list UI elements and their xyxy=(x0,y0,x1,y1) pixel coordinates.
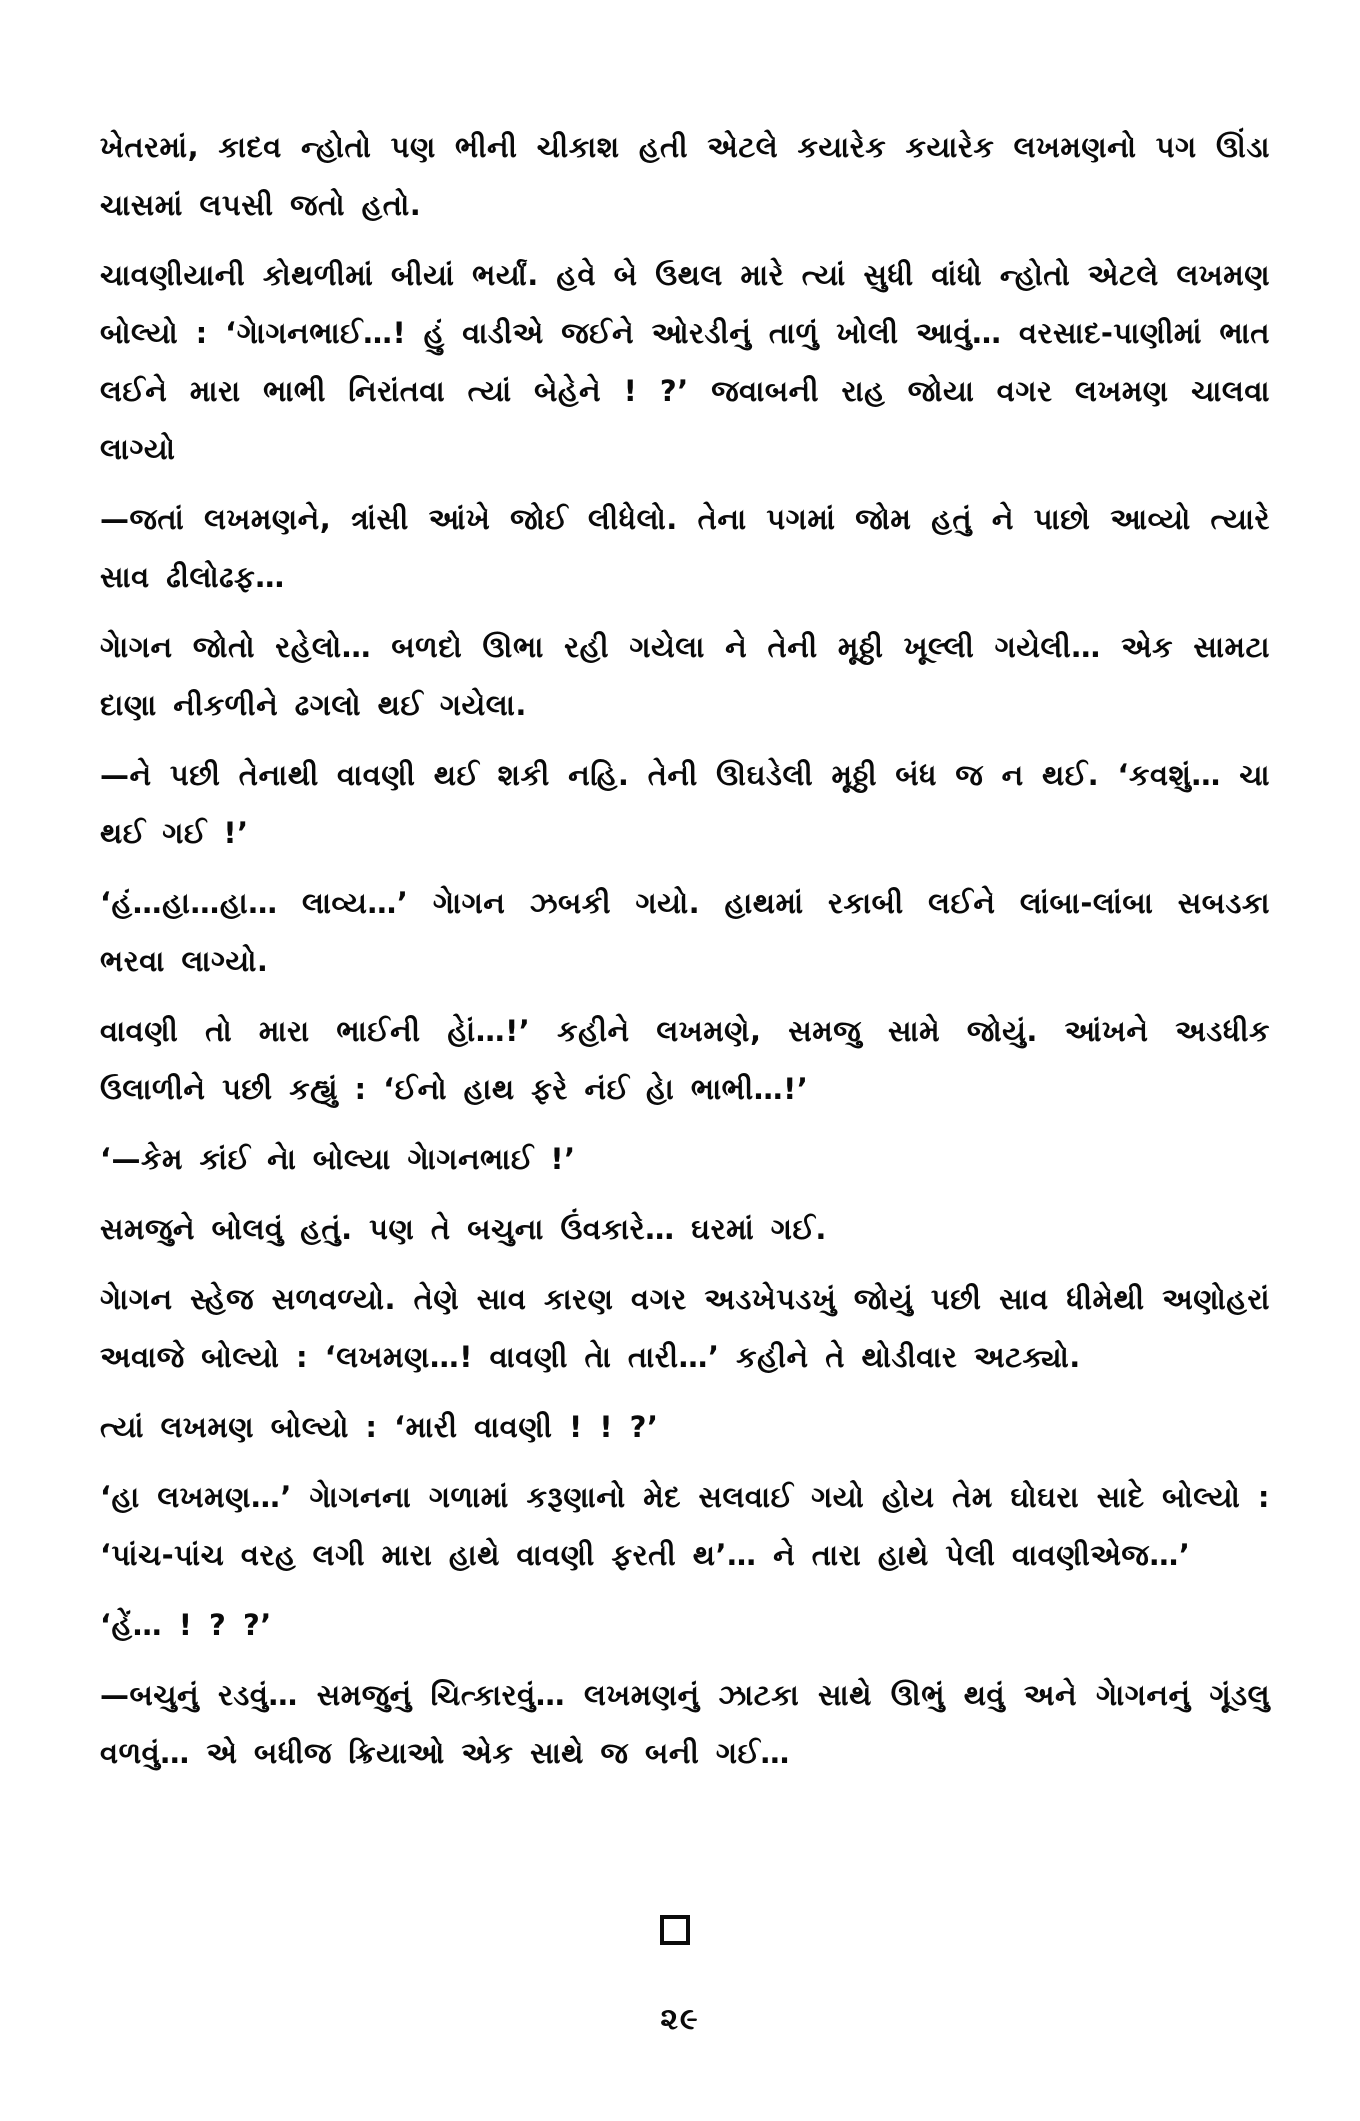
paragraph: ‘હં…હા…હા… લાવ્ય…’ ગેાગન ઝબકી ગયો. હાથમાં રકાબી લઈને લાંબા-લાંબા સબડકા ભરવા લાગ્યો. xyxy=(100,886,1270,978)
paragraph: ચાવણીયાની કોથળીમાં બીયાં ભર્યાં. હવે બે ઉથલ મારે ત્યાં સુધી વાંધો ન્હોતો એટલે લખમણ બોલ્યો : ‘ગેાગનભાઈ…! હું વાડીએ જઈને ઓરડીનું તાળું ખોલી આવું… વરસાદ-પાણીમાં ભાત લઈને મારા ભાભી નિરાંતવા ત્યાં બેહેને ! ?’ જવાબની રાહ જોયા વગર લખમણ ચાલવા લાગ્યો xyxy=(100,258,1270,466)
paragraph: —જતાં લખમણને, ત્રાંસી આંખે જોઈ લીધેલો. તેના પગમાં જોમ હતું ને પાછો આવ્યો ત્યારે સાવ ઢીલોઢફ… xyxy=(100,502,1270,594)
paragraph: —બચુનું રડવું… સમજુનું ચિત્કારવું… લખમણનું ઝાટકા સાથે ઊભું થવું અને ગેાગનનું ગૂંડલુ વળવું… એ બધીજ ક્રિયાઓ એક સાથે જ બની ગઈ… xyxy=(100,1678,1270,1770)
paragraph: ગેાગન સ્હેજ સળવળ્યો. તેણે સાવ કારણ વગર અડખેપડખું જોયું પછી સાવ ધીમેથી અણોહરાં અવાજે બોલ્યો : ‘લખમણ…! વાવણી તેા તારી…’ કહીને તે થોડીવાર અટક્યો. xyxy=(100,1282,1270,1374)
paragraph: ‘હા લખમણ…’ ગેાગનના ગળામાં કરૂણાનો મેદ સલવાઈ ગયો હોય તેમ ઘોઘરા સાદે બોલ્યો : ‘પાંચ-પાંચ વરહ લગી મારા હાથે વાવણી ફરતી થ’… ને તારા હાથે પેલી વાવણીએજ…’ xyxy=(100,1480,1270,1572)
page-body xyxy=(100,118,1270,1794)
paragraph: ‘હેં… ! ? ?’ xyxy=(100,1608,272,1642)
paragraph: ખેતરમાં, કાદવ ન્હોતો પણ ભીની ચીકાશ હતી એટલે કયારેક કયારેક લખમણનો પગ ઊંડા ચાસમાં લપસી જતો હતો. xyxy=(100,130,1270,222)
paragraph: ત્યાં લખમણ બોલ્યો : ‘મારી વાવણી ! ! ?’ xyxy=(100,1410,659,1444)
paragraph: ‘—કેમ કાંઈ નેા બોલ્યા ગેાગનભાઈ !’ xyxy=(100,1142,576,1176)
paragraph: વાવણી તો મારા ભાઈની હેાં…!’ કહીને લખમણે, સમજુ સામે જોયું. આંખને અડધીક ઉલાળીને પછી કહ્યું : ‘ઈનો હાથ ફરે નંઈ હેા ભાભી…!’ xyxy=(100,1014,1270,1106)
paragraph: ગેાગન જોતો રહેલો… બળદો ઊભા રહી ગયેલા ને તેની મૂઠ્ઠી ખૂલ્લી ગયેલી… એક સામટા દાણા નીકળીને ઢગલો થઈ ગયેલા. xyxy=(100,630,1270,722)
paragraph: સમજુને બોલવું હતું. પણ તે બચુના ઉંવકારે… ઘરમાં ગઈ. xyxy=(100,1212,827,1246)
page-number: ૨૯ xyxy=(660,2002,700,2037)
paragraph: —ને પછી તેનાથી વાવણી થઈ શકી નહિ. તેની ઊઘડેલી મૂઠ્ઠી બંધ જ ન થઈ. ‘કવશું… ચા થઈ ગઈ !’ xyxy=(100,758,1270,850)
end-of-story-square-icon xyxy=(660,1915,690,1945)
